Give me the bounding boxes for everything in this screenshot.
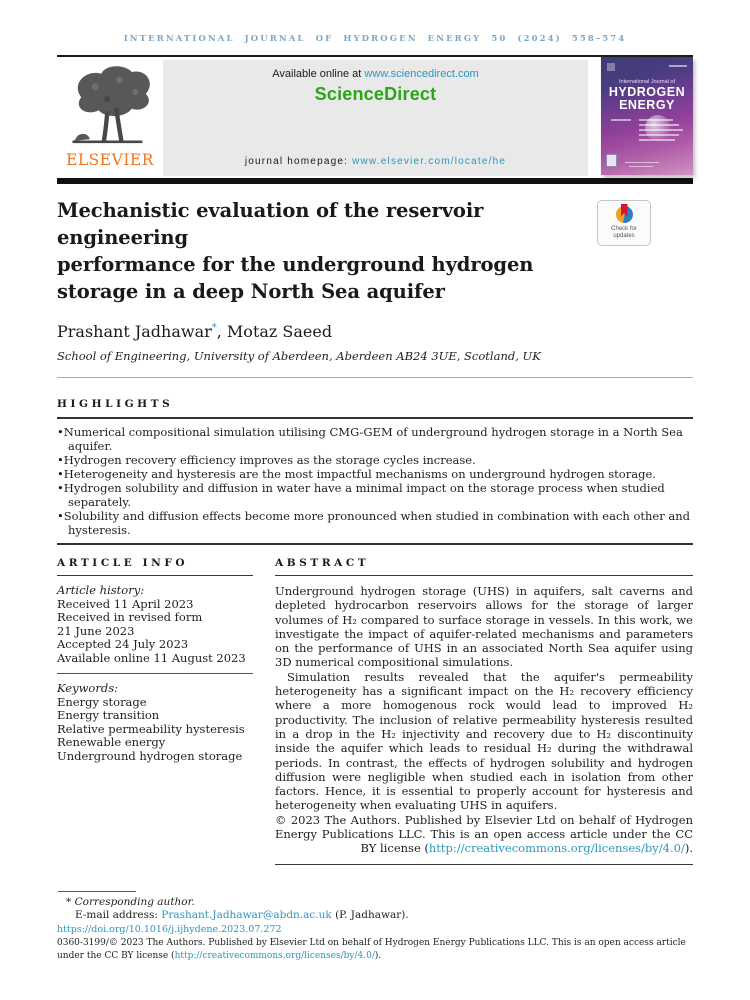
email-suffix: (P. Jadhawar). [331, 909, 409, 921]
sciencedirect-url-link[interactable]: www.sciencedirect.com [364, 68, 479, 80]
homepage-url-link[interactable]: www.elsevier.com/locate/he [352, 156, 507, 167]
divider [57, 377, 693, 378]
keywords-list [57, 696, 253, 764]
title-block [57, 197, 693, 305]
article-title [57, 197, 602, 305]
publisher-header [57, 60, 693, 176]
top-divider [57, 55, 693, 57]
sciencedirect-logo[interactable]: ScienceDirect [314, 84, 437, 104]
bookmark-icon [621, 204, 628, 217]
cc-license-link[interactable]: http://creativecommons.org/licenses/by/4.0/ [428, 841, 685, 856]
keyword-item: Energy storage [57, 694, 147, 709]
elsevier-logo[interactable] [57, 60, 163, 176]
abstract-paragraph-1: Underground hydrogen storage (UHS) in aquifers, salt caverns and depleted hydrocarbon reservoirs allows for the storage of larger volumes of H₂ compared to surface storage in vessels. In this work, we investigate the impact of aquifer-related mechanisms and parameters on the performance of UHS in an associated North Sea aquifer using 3D numerical compositional simulations. [275, 584, 693, 670]
title-line-3: storage in a deep North Sea aquifer [57, 280, 445, 303]
cover-journal-title [601, 86, 693, 112]
footnote-rule [58, 891, 136, 892]
history-item: Received 11 April 2023 [57, 596, 194, 611]
author-line [57, 322, 693, 341]
sciencedirect-band [163, 60, 588, 176]
footnotes [57, 891, 693, 963]
history-item: Received in revised form [57, 610, 203, 624]
copyright-text: © 2023 The Authors. Published by Elsevier Ltd on behalf of Hydrogen Energy Publications LLC. This is an open access article under the CC BY license ( [275, 812, 693, 856]
affiliation: School of Engineering, University of Aberdeen, Aberdeen AB24 3UE, Scotland, UK [57, 349, 541, 363]
issn-close: ). [374, 951, 382, 961]
abstract-column [275, 557, 693, 865]
corresponding-author-star[interactable]: * [211, 322, 217, 334]
history-item: 21 June 2023 [57, 623, 135, 638]
article-info-heading: ARTICLE INFO [57, 557, 189, 569]
elsevier-wordmark: ELSEVIER [66, 151, 154, 169]
cover-deco [629, 166, 653, 168]
highlight-item: • Heterogeneity and hysteresis are the most impactful mechanisms on underground hydrogen storage. [57, 467, 693, 481]
highlights-heading: HIGHLIGHTS [57, 398, 174, 410]
abstract-copyright [275, 813, 693, 856]
author-separator: , [216, 322, 227, 341]
highlight-item: • Hydrogen recovery efficiency improves as the storage cycles increase. [57, 453, 693, 467]
available-online-label: Available online at [272, 68, 365, 80]
footnote-star: * [66, 896, 72, 908]
page [57, 0, 693, 865]
highlight-item: • Solubility and diffusion effects become more pronounced when studied in combination with each other and hysteresis. [57, 509, 693, 537]
doi-line [57, 924, 693, 935]
header-divider-bar [57, 178, 693, 184]
crossmark-icon [616, 206, 633, 223]
crossmark-label: Check for updates [611, 226, 637, 239]
cover-publisher-mark [606, 154, 617, 167]
cover-deco [625, 162, 659, 164]
article-info-column [57, 557, 253, 865]
info-abstract-columns [57, 557, 693, 865]
cover-title-line1: HYDROGEN [608, 85, 686, 99]
keyword-item: Renewable energy [57, 735, 166, 749]
journal-homepage-line [245, 156, 506, 167]
abstract-heading: ABSTRACT [275, 557, 370, 569]
history-item: Accepted 24 July 2023 [57, 637, 189, 651]
keyword-item: Underground hydrogen storage [57, 748, 243, 763]
cover-deco [611, 119, 631, 121]
issn-text: 0360-3199/© 2023 The Authors. Published by Elsevier Ltd on behalf of Hydrogen Energy Publications LLC. This is an open access article under the CC BY license ( [57, 938, 686, 961]
title-line-2: performance for the underground hydrogen [57, 253, 534, 276]
cover-logo-mark [607, 63, 615, 71]
issn-copyright-line [57, 937, 693, 963]
check-for-updates-badge[interactable] [597, 200, 651, 246]
title-line-1: Mechanistic evaluation of the reservoir engineering [57, 199, 484, 249]
divider [57, 417, 693, 419]
corresponding-author-note [57, 896, 693, 908]
doi-link[interactable]: https://doi.org/10.1016/j.ijhydene.2023.07.272 [57, 924, 282, 935]
divider [57, 575, 253, 576]
cover-issue-line [669, 65, 687, 67]
author-1: Prashant Jadhawar [57, 322, 212, 341]
issn-cc-link[interactable]: http://creativecommons.org/licenses/by/4.0/ [174, 951, 375, 961]
cover-title-line2: ENERGY [619, 98, 675, 112]
email-link[interactable]: Prashant.Jadhawar@abdn.ac.uk [161, 909, 332, 921]
journal-reference: INTERNATIONAL JOURNAL OF HYDROGEN ENERGY 50 (2024) 558–574 [123, 34, 627, 44]
keywords-label: Keywords: [57, 681, 118, 695]
highlights-list [57, 425, 693, 537]
cover-series-title: International Journal of [619, 79, 675, 85]
abstract-body [275, 584, 693, 856]
keyword-item: Relative permeability hysteresis [57, 721, 245, 736]
email-label: E-mail address: [75, 909, 162, 921]
divider [275, 864, 693, 865]
keyword-item: Energy transition [57, 708, 160, 722]
history-item: Available online 11 August 2023 [57, 650, 246, 665]
homepage-label: journal homepage: [244, 156, 353, 167]
corresponding-author-text: Corresponding author. [74, 896, 195, 908]
email-line [57, 909, 693, 921]
divider [57, 543, 693, 545]
article-history-list [57, 598, 253, 666]
article-history-label: Article history: [57, 583, 145, 597]
divider [275, 575, 693, 576]
elsevier-tree-icon [62, 62, 158, 150]
highlight-item: • Numerical compositional simulation utilising CMG-GEM of underground hydrogen storage in a North Sea aquifer. [57, 425, 693, 453]
author-2: Motaz Saeed [226, 322, 333, 341]
copyright-close: ). [684, 841, 693, 856]
highlight-item: • Hydrogen solubility and diffusion in water have a minimal impact on the storage process when studied separately. [57, 481, 693, 509]
cover-bubble [645, 115, 671, 141]
divider [57, 673, 253, 674]
journal-cover-thumbnail[interactable] [601, 57, 693, 175]
available-online-line [272, 68, 478, 80]
abstract-paragraph-2: Simulation results revealed that the aquifer's permeability heterogeneity has a significant impact on the H₂ recovery efficiency where a more homogenous rock would lead to improved H₂ productivity. The inclusion of relative permeability hysteresis resulted in a drop in the H₂ injectivity and recovery due to H₂ discontinuity inside the aquifer which leads to residual H₂ during the withdrawal periods. In contrast, the effects of hydrogen solubility and hydrogen diffusion were negligible when studied each in isolation from other factors. Hence, it is essential to properly account for hysteresis and heterogeneity when evaluating UHS in aquifers. [275, 669, 693, 813]
